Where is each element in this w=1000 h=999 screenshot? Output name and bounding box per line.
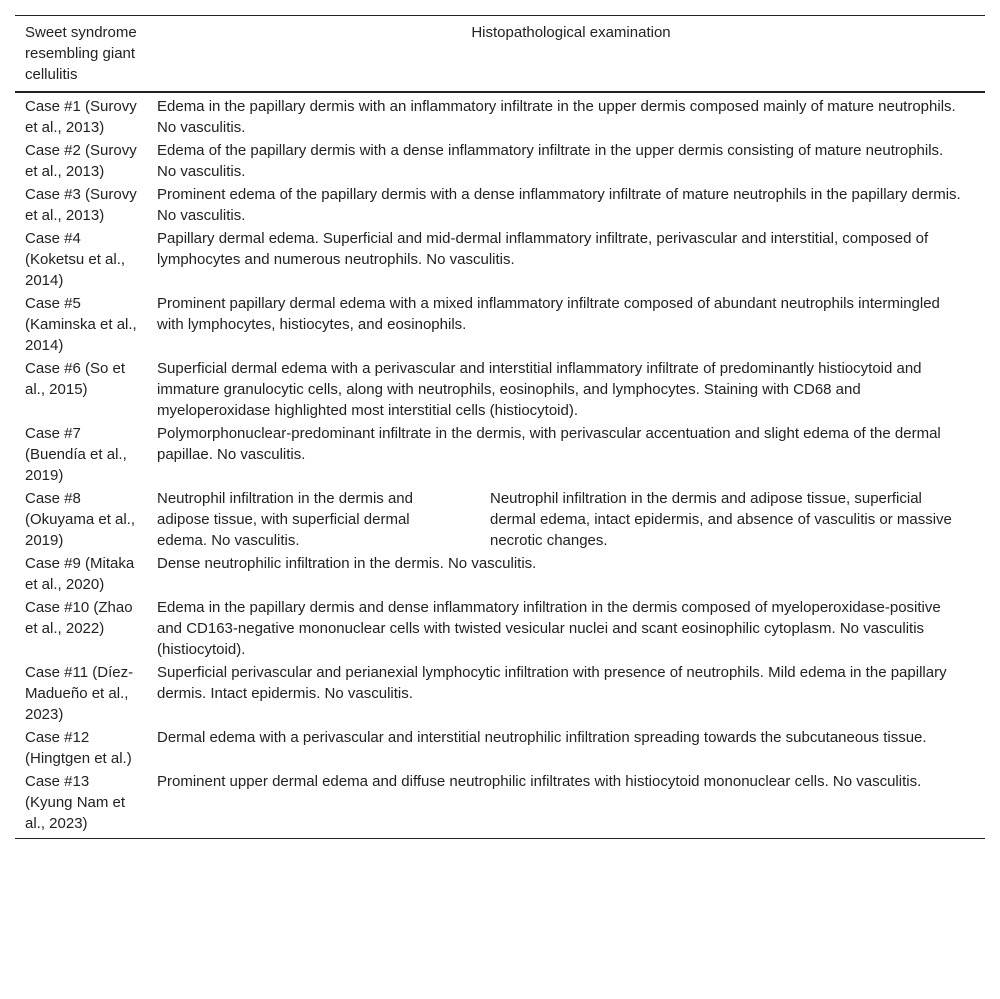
table-header	[15, 16, 985, 93]
table-row	[15, 487, 985, 552]
case-cell: Case #7 (Buendía et al., 2019)	[25, 425, 127, 484]
table-row	[15, 139, 985, 183]
findings-cell: Polymorphonuclear-predominant infiltrate in the dermis, with perivascular accentuation and slight edema of the dermal papillae. No vasculitis.	[157, 425, 941, 463]
table-row	[15, 596, 985, 661]
case-cell: Case #13 (Kyung Nam et al., 2023)	[25, 773, 126, 832]
case-cell: Case #8 (Okuyama et al., 2019)	[25, 490, 136, 549]
findings-cell: Edema in the papillary dermis and dense inflammatory infiltration in the dermis composed of myeloperoxidase-positive and CD163-negative mononuclear cells with twisted vesicular nuclei and scant eosinophilic cytoplasm. No vasculitis (histiocytoid).	[157, 599, 941, 658]
findings-cell: Edema of the papillary dermis with a dense inflammatory infiltrate in the upper dermis consisting of mature neutrophils. No vasculitis.	[157, 142, 944, 180]
case-cell: Case #9 (Mitaka et al., 2020)	[25, 555, 135, 593]
findings-cell: Superficial dermal edema with a perivascular and interstitial inflammatory infiltrate of predominantly histiocytoid and immature granulocytic cells, along with neutrophils, eosinophils, and lymphocytes. Staining with CD68 and myeloperoxidase highlighted most interstitial cells (histiocytoid).	[157, 360, 922, 419]
table-row	[15, 357, 985, 422]
case-cell: Case #1 (Surovy et al., 2013)	[25, 98, 137, 136]
header-row	[15, 16, 985, 93]
findings-cell: Prominent upper dermal edema and diffuse neutrophilic infiltrates with histiocytoid mononuclear cells. No vasculitis.	[157, 773, 922, 790]
case-cell: Case #11 (Díez-Madueño et al., 2023)	[25, 664, 134, 723]
header-histopathology: Histopathological examination	[147, 16, 985, 93]
findings-cell: Papillary dermal edema. Superficial and mid-dermal inflammatory infiltrate, perivascular and interstitial, composed of lymphocytes and numerous neutrophils. No vasculitis.	[157, 230, 929, 268]
case-cell: Case #4 (Koketsu et al., 2014)	[25, 230, 126, 289]
findings-cell: Dense neutrophilic infiltration in the dermis. No vasculitis.	[157, 555, 537, 572]
case-cell: Case #2 (Surovy et al., 2013)	[25, 142, 137, 180]
case-cell: Case #5 (Kaminska et al., 2014)	[25, 295, 137, 354]
header-case: Sweet syndrome resembling giant cellulitis	[15, 16, 147, 93]
table-row	[15, 552, 985, 596]
findings-cell: Superficial perivascular and perianexial lymphocytic infiltration with presence of neutrophils. Mild edema in the papillary dermis. Intact epidermis. No vasculitis.	[157, 664, 947, 702]
table-body	[15, 92, 985, 839]
histopathology-table	[15, 15, 985, 839]
findings-cell: Prominent papillary dermal edema with a mixed inflammatory infiltrate composed of abundant neutrophils intermingled with lymphocytes, histiocytes, and eosinophils.	[157, 295, 940, 333]
table-row	[15, 292, 985, 357]
table-row	[15, 422, 985, 487]
findings-cell: Neutrophil infiltration in the dermis and adipose tissue, with superficial dermal edema. No vasculitis.	[157, 490, 413, 549]
findings-cell: Neutrophil infiltration in the dermis and adipose tissue, superficial dermal edema, intact epidermis, and absence of vasculitis or massive necrotic changes.	[490, 490, 952, 549]
findings-cell: Prominent edema of the papillary dermis with a dense inflammatory infiltrate of mature neutrophils in the papillary dermis. No vasculitis.	[157, 186, 961, 224]
case-cell: Case #3 (Surovy et al., 2013)	[25, 186, 137, 224]
table-row	[15, 227, 985, 292]
table-row	[15, 183, 985, 227]
case-cell: Case #12 (Hingtgen et al.)	[25, 729, 132, 767]
case-cell: Case #10 (Zhao et al., 2022)	[25, 599, 133, 637]
findings-cell: Dermal edema with a perivascular and interstitial neutrophilic infiltration spreading towards the subcutaneous tissue.	[157, 729, 927, 746]
table-row	[15, 726, 985, 770]
table-row	[15, 92, 985, 139]
findings-cell: Edema in the papillary dermis with an inflammatory infiltrate in the upper dermis composed mainly of mature neutrophils. No vasculitis.	[157, 98, 956, 136]
table-row	[15, 661, 985, 726]
case-cell: Case #6 (So et al., 2015)	[25, 360, 126, 398]
table-row	[15, 770, 985, 839]
